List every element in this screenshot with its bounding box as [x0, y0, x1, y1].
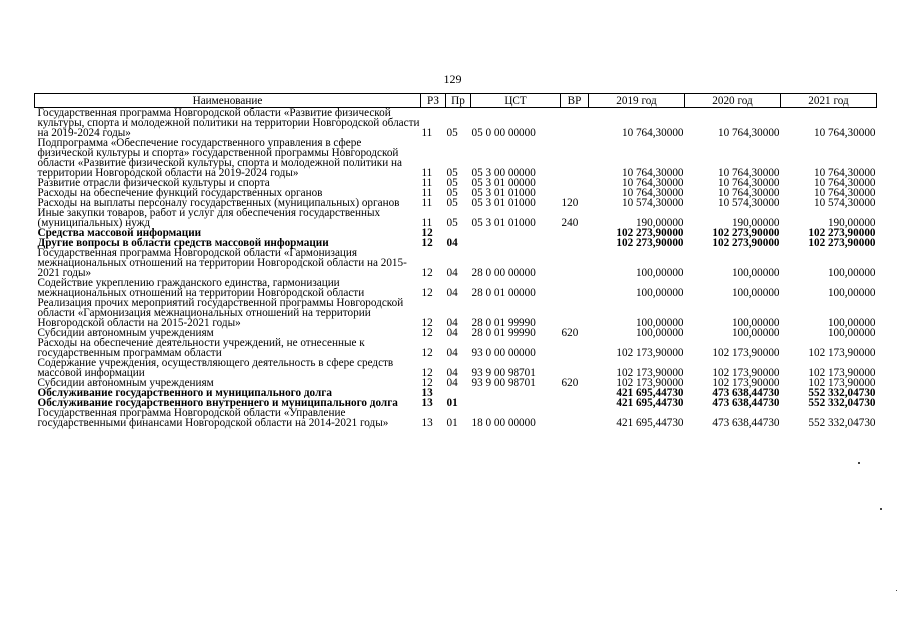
table-row [35, 248, 877, 278]
cell-2021: 102 173,90000 [808, 367, 876, 379]
cell-2020: 473 638,44730 [712, 387, 780, 399]
cell-name: Расходы на выплаты персоналу государственных (муниципальных) органов [37, 197, 400, 209]
cell-pr: 05 [446, 217, 458, 229]
cell-2019: 100,00000 [635, 327, 684, 339]
cell-2021: 10 764,30000 [813, 127, 876, 139]
cell-2021: 552 332,04730 [808, 387, 876, 399]
cell-name: Средства массовой информации [37, 227, 202, 239]
cell-vr [561, 178, 589, 188]
table-row [35, 338, 877, 358]
cell-name: Развитие отрасли физической культуры и спорта [37, 177, 270, 189]
cell-cst [471, 388, 561, 398]
cell-vr [561, 338, 589, 358]
cell-2019: 10 574,30000 [621, 197, 684, 209]
cell-vr [561, 238, 589, 248]
cell-2021: 102 273,90000 [808, 227, 876, 239]
cell-name: Обслуживание государственного внутреннего и муниципального долга [37, 397, 398, 409]
cell-cst: 05 3 01 01000 [471, 197, 536, 209]
cell-2020: 100,00000 [731, 267, 780, 279]
cell-2021: 100,00000 [827, 287, 876, 299]
cell-2021: 102 273,90000 [808, 237, 876, 249]
cell-rz: 12 [421, 287, 433, 299]
cell-2021: 10 764,30000 [813, 167, 876, 179]
cell-2020: 473 638,44730 [712, 417, 780, 429]
cell-rz: 12 [421, 317, 433, 329]
cell-cst: 93 9 00 98701 [471, 377, 536, 389]
header-rz: РЗ [421, 94, 446, 108]
cell-2019: 421 695,44730 [616, 387, 684, 399]
cell-2021: 552 332,04730 [808, 397, 876, 409]
cell-pr: 05 [446, 197, 458, 209]
cell-cst: 18 0 00 00000 [471, 417, 536, 429]
cell-name: Содействие укреплению гражданского единства, гармонизации межнациональных отношений на территории Новгородской области [37, 277, 365, 299]
cell-rz: 12 [421, 267, 433, 279]
cell-vr [561, 108, 589, 139]
cell-2019: 10 764,30000 [621, 127, 684, 139]
cell-vr [561, 358, 589, 378]
cell-cst: 28 0 01 99990 [471, 327, 536, 339]
cell-vr: 240 [561, 217, 579, 229]
cell-name: Другие вопросы в области средств массовой информации [37, 237, 329, 249]
cell-vr: 620 [561, 377, 579, 389]
cell-cst: 05 3 00 00000 [471, 167, 536, 179]
scan-speck [880, 508, 882, 510]
cell-2020: 10 764,30000 [717, 187, 780, 199]
cell-2020: 10 764,30000 [717, 167, 780, 179]
table-row [35, 108, 877, 139]
table-row [35, 278, 877, 298]
cell-2021: 10 574,30000 [813, 197, 876, 209]
cell-2019: 10 764,30000 [621, 187, 684, 199]
cell-pr: 05 [446, 167, 458, 179]
cell-name: Субсидии автономным учреждениям [37, 327, 214, 339]
header-row [35, 94, 877, 108]
cell-2019: 421 695,44730 [616, 397, 684, 409]
cell-cst: 05 3 01 01000 [471, 217, 536, 229]
cell-2021: 552 332,04730 [808, 417, 876, 429]
table-row [35, 358, 877, 378]
cell-rz: 13 [421, 387, 433, 399]
cell-name: Субсидии автономным учреждениям [37, 377, 214, 389]
cell-2021: 100,00000 [827, 317, 876, 329]
cell-name: Государственная программа Новгородской области «Гармонизация межнациональных отношений на территории Новгородской области на 2015-2021 годы» [37, 247, 407, 279]
cell-2021: 100,00000 [827, 327, 876, 339]
cell-2021: 10 764,30000 [813, 187, 876, 199]
cell-2020: 102 173,90000 [712, 347, 780, 359]
cell-pr: 01 [446, 397, 458, 409]
scan-speck [858, 462, 860, 464]
cell-name: Содержание учреждения, осуществляющего деятельность в сфере средств массовой информации [37, 357, 394, 379]
cell-2019: 102 173,90000 [616, 367, 684, 379]
cell-2019: 421 695,44730 [616, 417, 684, 429]
cell-cst [471, 228, 561, 238]
cell-vr [561, 278, 589, 298]
table-row [35, 408, 877, 428]
cell-2019: 102 173,90000 [616, 377, 684, 389]
header-pr: Пр [446, 94, 471, 108]
cell-cst: 05 0 00 00000 [471, 127, 536, 139]
cell-2021: 102 173,90000 [808, 377, 876, 389]
cell-name: Подпрограмма «Обеспечение государственного управления в сфере физической культуры и спорта» государственной программы Новгородской области «Развитие физической культуры, спорта и молодежной политики на территории Новгородской области на 2019-2024 годы» [37, 137, 402, 179]
cell-name: Расходы на обеспечение деятельности учреждений, не отнесенные к государственным программам области [37, 337, 365, 359]
cell-cst: 28 0 00 00000 [471, 267, 536, 279]
cell-2020: 190,00000 [731, 217, 780, 229]
table-row [35, 298, 877, 328]
cell-2020: 102 173,90000 [712, 367, 780, 379]
cell-rz: 12 [421, 237, 433, 249]
header-cst: ЦСТ [471, 94, 561, 108]
cell-rz: 11 [421, 187, 433, 199]
cell-rz: 11 [421, 167, 433, 179]
cell-2019: 100,00000 [635, 267, 684, 279]
cell-2021: 100,00000 [827, 267, 876, 279]
cell-2019: 102 273,90000 [616, 237, 684, 249]
cell-name: Государственная программа Новгородской области «Развитие физической культуры, спорта и молодежной политики на территории Новгородской области на 2019-2024 годы» [37, 107, 420, 139]
cell-pr: 04 [446, 347, 458, 359]
cell-2020: 473 638,44730 [712, 397, 780, 409]
cell-pr: 04 [446, 367, 458, 379]
cell-2020: 10 764,30000 [717, 177, 780, 189]
cell-2019: 100,00000 [635, 287, 684, 299]
cell-pr: 04 [446, 287, 458, 299]
header-vr: ВР [561, 94, 589, 108]
cell-rz: 11 [421, 197, 433, 209]
cell-pr: 04 [446, 377, 458, 389]
table-row [35, 138, 877, 178]
cell-pr: 04 [446, 237, 458, 249]
cell-cst: 05 3 01 00000 [471, 177, 536, 189]
cell-rz: 11 [421, 217, 433, 229]
cell-2019: 100,00000 [635, 317, 684, 329]
cell-rz: 12 [421, 377, 433, 389]
cell-pr: 04 [446, 327, 458, 339]
cell-2020: 100,00000 [731, 287, 780, 299]
header-2019: 2019 год [589, 94, 685, 108]
cell-rz: 12 [421, 227, 433, 239]
cell-name: Государственная программа Новгородской области «Управление государственными финансами Новгородской области на 2014-2021 годы» [37, 407, 389, 429]
cell-cst: 28 0 01 00000 [471, 287, 536, 299]
cell-name: Расходы на обеспечение функций государственных органов [37, 187, 323, 199]
table-row [35, 208, 877, 228]
cell-2021: 190,00000 [827, 217, 876, 229]
header-2020: 2020 год [685, 94, 781, 108]
cell-vr [561, 228, 589, 238]
cell-2019: 10 764,30000 [621, 177, 684, 189]
cell-2020: 100,00000 [731, 317, 780, 329]
cell-cst: 93 0 00 00000 [471, 347, 536, 359]
cell-name: Реализация прочих мероприятий государственной программы Новгородской области «Гармонизация межнациональных отношений на территории Новгородской области на 2015-2021 годы» [37, 297, 404, 329]
cell-name: Обслуживание государственного и муниципального долга [37, 387, 332, 399]
cell-cst: 28 0 01 99990 [471, 317, 536, 329]
cell-rz: 11 [421, 127, 433, 139]
cell-rz: 13 [421, 417, 433, 429]
cell-2020: 100,00000 [731, 327, 780, 339]
cell-vr [561, 248, 589, 278]
cell-name: Иные закупки товаров, работ и услуг для обеспечения государственных (муниципальных) нужд [37, 207, 381, 229]
budget-table [34, 93, 877, 428]
cell-vr: 120 [561, 197, 579, 209]
cell-pr: 05 [446, 187, 458, 199]
header-2021: 2021 год [781, 94, 877, 108]
cell-cst [471, 238, 561, 248]
cell-2020: 102 273,90000 [712, 227, 780, 239]
cell-pr: 04 [446, 267, 458, 279]
cell-vr [561, 138, 589, 178]
cell-2020: 10 764,30000 [717, 127, 780, 139]
cell-2020: 10 574,30000 [717, 197, 780, 209]
cell-2021: 10 764,30000 [813, 177, 876, 189]
cell-rz: 11 [421, 177, 433, 189]
cell-cst: 93 9 00 98701 [471, 367, 536, 379]
cell-2019: 102 173,90000 [616, 347, 684, 359]
cell-rz: 12 [421, 327, 433, 339]
cell-2020: 102 173,90000 [712, 377, 780, 389]
cell-rz: 12 [421, 347, 433, 359]
cell-pr: 01 [446, 417, 458, 429]
cell-2020: 102 273,90000 [712, 237, 780, 249]
cell-pr: 05 [446, 177, 458, 189]
scan-speck [896, 590, 897, 591]
cell-2019: 102 273,90000 [616, 227, 684, 239]
cell-vr [561, 298, 589, 328]
cell-rz: 13 [421, 397, 433, 409]
header-name: Наименование [35, 94, 421, 108]
cell-vr: 620 [561, 327, 579, 339]
cell-vr [561, 398, 589, 408]
cell-cst: 05 3 01 01000 [471, 187, 536, 199]
cell-pr: 05 [446, 127, 458, 139]
cell-2019: 10 764,30000 [621, 167, 684, 179]
cell-2019: 190,00000 [635, 217, 684, 229]
cell-cst [471, 398, 561, 408]
cell-vr [561, 388, 589, 398]
table-body [35, 108, 877, 429]
cell-vr [561, 408, 589, 428]
cell-2021: 102 173,90000 [808, 347, 876, 359]
cell-pr: 04 [446, 317, 458, 329]
page-number: 129 [443, 72, 462, 86]
cell-rz: 12 [421, 367, 433, 379]
